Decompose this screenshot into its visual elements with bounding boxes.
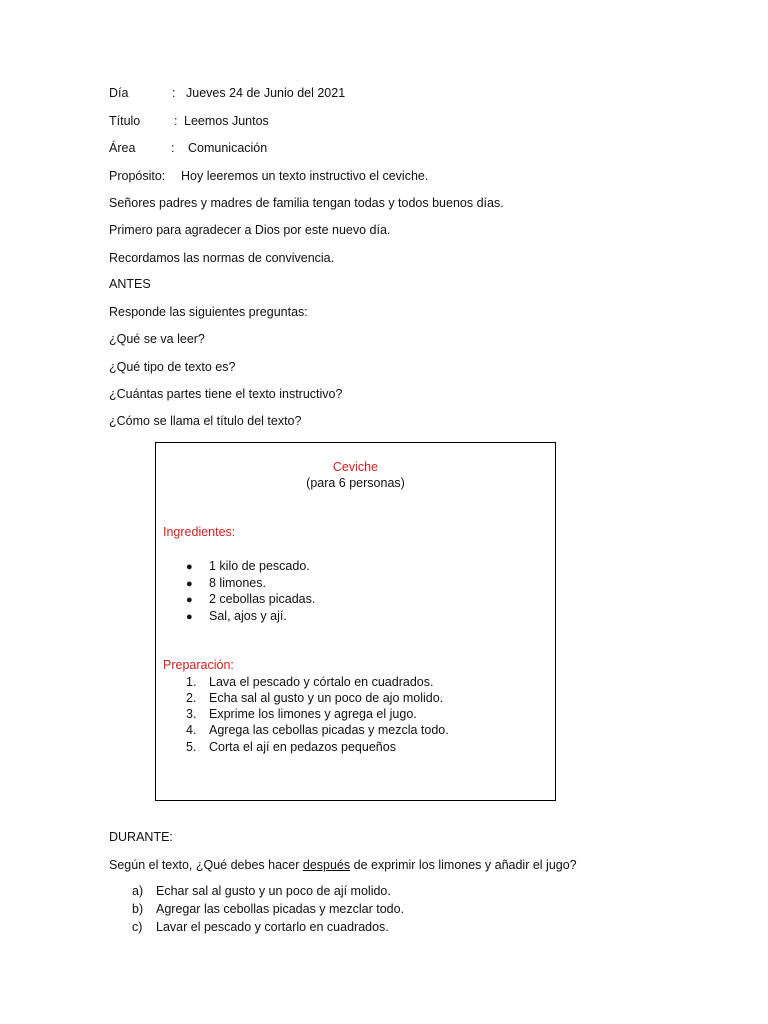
question-item: ¿Cuántas partes tiene el texto instructivo? [109,387,343,401]
answer-option-b: b) Agregar las cebollas picadas y mezclar todo. [132,902,405,916]
recipe-title: Ceviche [332,460,379,474]
bullet-icon: ● [186,561,193,573]
answer-option-c: c) Lavar el pescado y cortarlo en cuadrados. [132,920,389,934]
preparation-heading: Preparación: [163,658,234,672]
titulo-colon: : [174,114,178,128]
bullet-icon: ● [186,594,193,606]
dia-colon: : [172,86,176,100]
step-item: 5. Corta el ají en pedazos pequeños [186,740,396,754]
bullet-icon: ● [186,578,193,590]
ingredient-item: ● 2 cebollas picadas. [186,592,316,606]
antes-heading: ANTES [109,277,151,291]
norms-text: Recordamos las normas de convivencia. [109,251,335,265]
question-item: ¿Qué se va leer? [109,332,205,346]
ingredient-item: ● Sal, ajos y ají. [186,609,287,623]
ingredient-item: ● 8 limones. [186,576,266,590]
proposito-value: Hoy leeremos un texto instructivo el ceviche. [181,169,429,183]
titulo-label: Título [109,114,141,128]
dia-value: Jueves 24 de Junio del 2021 [186,86,346,100]
question-item: ¿Cómo se llama el título del texto? [109,414,302,428]
area-label: Área [109,141,136,155]
titulo-value: Leemos Juntos [184,114,269,128]
ingredients-heading: Ingredientes: [163,525,236,539]
step-item: 1. Lava el pescado y córtalo en cuadrados. [186,675,434,689]
question-item: ¿Qué tipo de texto es? [109,360,236,374]
answer-option-a: a) Echar sal al gusto y un poco de ají molido. [132,884,391,898]
proposito-label: Propósito: [109,169,166,183]
recipe-box [155,442,556,801]
bullet-icon: ● [186,611,193,623]
ingredient-item: ● 1 kilo de pescado. [186,559,310,573]
step-item: 4. Agrega las cebollas picadas y mezcla todo. [186,723,449,737]
dia-label: Día [109,86,129,100]
antes-instruction: Responde las siguientes preguntas: [109,305,308,319]
step-item: 2. Echa sal al gusto y un poco de ajo molido. [186,691,444,705]
area-colon: : [171,141,175,155]
area-value: Comunicación [188,141,268,155]
durante-question: Según el texto, ¿Qué debes hacer después de exprimir los limones y añadir el jugo? [109,858,577,872]
recipe-subtitle: (para 6 personas) [306,476,405,490]
thanks-text: Primero para agradecer a Dios por este nuevo día. [109,223,391,237]
greeting-text: Señores padres y madres de familia tengan todas y todos buenos días. [109,196,504,210]
durante-heading: DURANTE: [109,830,173,844]
step-item: 3. Exprime los limones y agrega el jugo. [186,707,417,721]
